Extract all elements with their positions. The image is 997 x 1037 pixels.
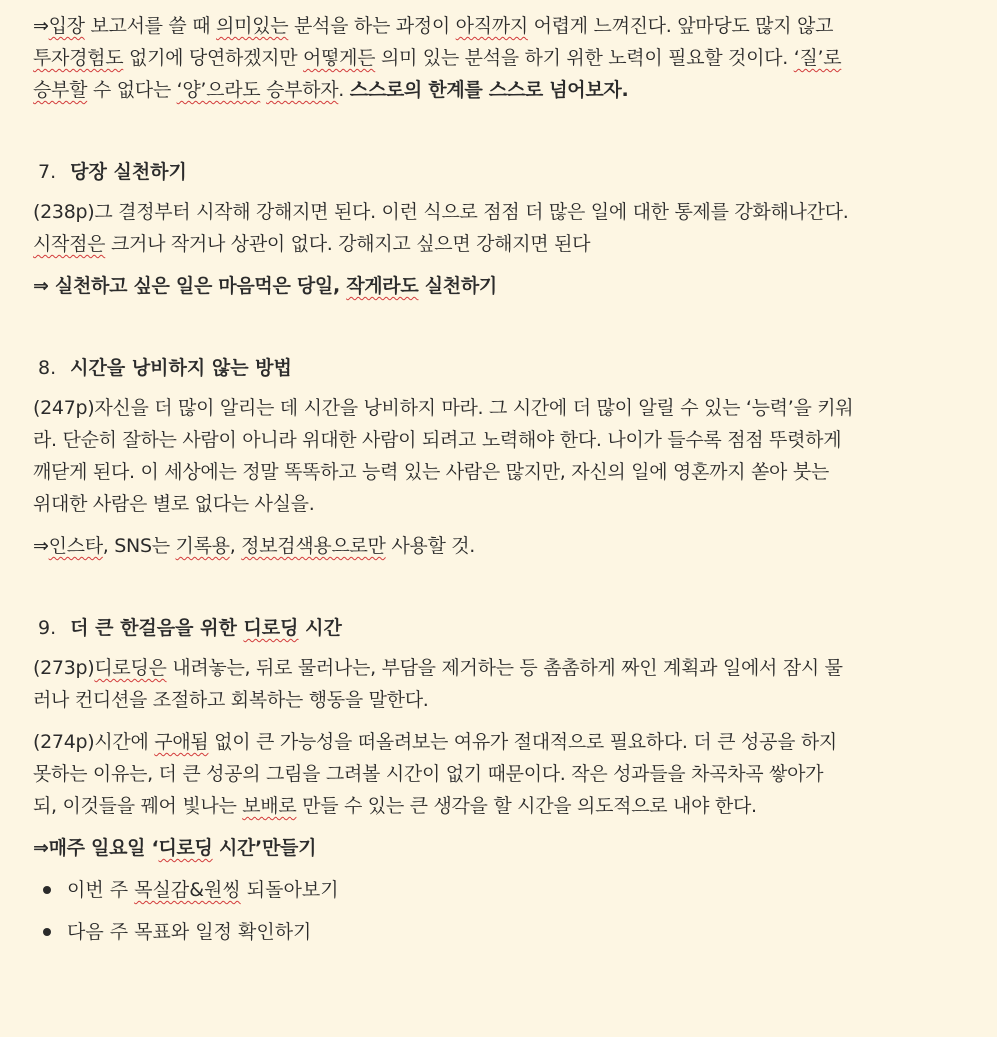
misspelled-word: 어떻게든 (303, 47, 376, 69)
text-span: 실천하기 (418, 275, 497, 297)
bullet-icon (43, 886, 51, 894)
misspelled-word: ‘질’로 (793, 47, 842, 69)
text-span: , (229, 535, 242, 557)
text-span: . (338, 79, 350, 101)
quote-line: 러나 컨디션을 조절하고 회복하는 행동을 말한다. (33, 689, 429, 711)
list-item (33, 874, 973, 906)
quote-line (33, 652, 973, 684)
emphasis-text: 스스로의 한계를 스스로 넘어보자. (349, 79, 629, 101)
text-span: 없이 큰 가능성을 떠올려보는 여유가 절대적으로 필요하다. 더 큰 성공을 하지 (208, 731, 837, 753)
misspelled-word: 기록용 (175, 535, 230, 557)
section-title: 더 큰 한걸음을 위한 (70, 617, 244, 639)
section-title: 시간을 낭비하지 않는 방법 (70, 357, 292, 379)
misspelled-word: 구애됨 (154, 731, 209, 753)
intro-line-3 (33, 74, 973, 106)
misspelled-word: 디로딩은 (94, 657, 167, 679)
bullet-icon (43, 928, 51, 936)
misspelled-word: 인스타 (48, 535, 103, 557)
misspelled-word: 아직까지 (455, 15, 528, 37)
misspelled-word: 승부하자 (266, 79, 339, 101)
section-number: 7. (38, 161, 57, 183)
section-9-bullet-list (33, 874, 973, 948)
intro-paragraph (33, 10, 973, 106)
section-9-heading (33, 612, 973, 644)
quote-line: (238p)그 결정부터 시작해 강해지면 된다. 이런 식으로 점점 더 많은 일에 대한 통제를 강화해나간다. (33, 201, 849, 223)
text-span: , SNS는 (102, 535, 176, 557)
text-span: 사용할 것. (385, 535, 476, 557)
quote-line: 위대한 사람은 별로 없다는 사실을. (33, 493, 315, 515)
misspelled-word: 투자경험도 (33, 47, 124, 69)
text-span: 내려놓는, 뒤로 물러나는, 부담을 제거하는 등 촘촘하게 짜인 계획과 일에서 잠시 물 (166, 657, 843, 679)
section-9-conclusion (33, 832, 973, 864)
intro-line-2 (33, 42, 973, 74)
text-span: 다음 주 목표와 일정 확인하기 (67, 921, 312, 943)
misspelled-word: 디로딩 (158, 837, 213, 859)
text-span: (274p)시간에 (33, 731, 155, 753)
text-span: 분석을 하는 과정이 (288, 15, 456, 37)
section-number: 9. (38, 617, 57, 639)
quote-line: (247p)자신을 더 많이 알리는 데 시간을 낭비하지 마라. 그 시간에 더 많이 알릴 수 있는 ‘능력’을 키워 (33, 397, 854, 419)
text-span: ⇒매주 일요일 ‘ (33, 837, 159, 859)
quote-line (33, 726, 973, 758)
text-span: 시간 (298, 617, 342, 639)
arrow-text: ⇒ (33, 535, 49, 557)
misspelled-word: 정보검색용으로만 (241, 535, 386, 557)
intro-line-1 (33, 10, 973, 42)
section-9-quote-2 (33, 726, 973, 822)
text-span: 크거나 작거나 상관이 없다. 강해지고 싶으면 강해지면 된다 (105, 233, 591, 255)
misspelled-word: 의미있는 (216, 15, 289, 37)
document-body (33, 10, 973, 958)
text-span: 만들 수 있는 큰 생각을 할 시간을 의도적으로 내야 한다. (296, 795, 757, 817)
misspelled-word: 목실감&원씽 (134, 879, 241, 901)
misspelled-word: 승부할 (33, 79, 88, 101)
misspelled-word: 보배로 (242, 795, 297, 817)
text-span: 보고서를 쓸 때 (84, 15, 217, 37)
text-span: (273p) (33, 657, 95, 679)
section-number: 8. (38, 357, 57, 379)
text-span: 어렵게 느껴진다. 앞마당도 많지 않고 (527, 15, 834, 37)
quote-line (33, 228, 973, 260)
text-span: 이번 주 (67, 879, 135, 901)
misspelled-word: ‘양’으라도 (176, 79, 261, 101)
section-8-conclusion (33, 530, 973, 562)
text-span: 없기에 당연하겠지만 (123, 47, 303, 69)
text-span: ⇒ 실천하고 싶은 일은 마음먹은 당일, (33, 275, 347, 297)
section-7-quote (33, 196, 973, 260)
text-span: 되돌아보기 (240, 879, 339, 901)
text-span: 시간’만들기 (212, 837, 317, 859)
section-8-quote (33, 392, 973, 520)
quote-line: 못하는 이유는, 더 큰 성공의 그림을 그려볼 시간이 없기 때문이다. 작은 성과들을 차곡차곡 쌓아가 (33, 763, 824, 785)
section-7-heading (33, 156, 973, 188)
section-8-heading (33, 352, 973, 384)
section-9-quote-1 (33, 652, 973, 716)
quote-line: 깨닫게 된다. 이 세상에는 정말 똑똑하고 능력 있는 사람은 많지만, 자신의 일에 영혼까지 쏟아 붓는 (33, 461, 829, 483)
misspelled-word: 작게라도 (346, 275, 419, 297)
arrow-text: ⇒ (33, 15, 49, 37)
section-7-conclusion (33, 270, 973, 302)
list-item (33, 916, 973, 948)
misspelled-word: 입장 (48, 15, 85, 37)
misspelled-word: 디로딩 (243, 617, 299, 639)
misspelled-word: 시작점은 (33, 233, 106, 255)
quote-line: 라. 단순히 잘하는 사람이 아니라 위대한 사람이 되려고 노력해야 한다. 나이가 들수록 점점 뚜렷하게 (33, 429, 842, 451)
text-span: 수 없다는 (87, 79, 177, 101)
text-span: 의미 있는 분석을 하기 위한 노력이 필요할 것이다. (375, 47, 794, 69)
quote-line (33, 790, 973, 822)
section-title: 당장 실천하기 (70, 161, 187, 183)
text-span: 되, 이것들을 꿰어 빛나는 (33, 795, 243, 817)
